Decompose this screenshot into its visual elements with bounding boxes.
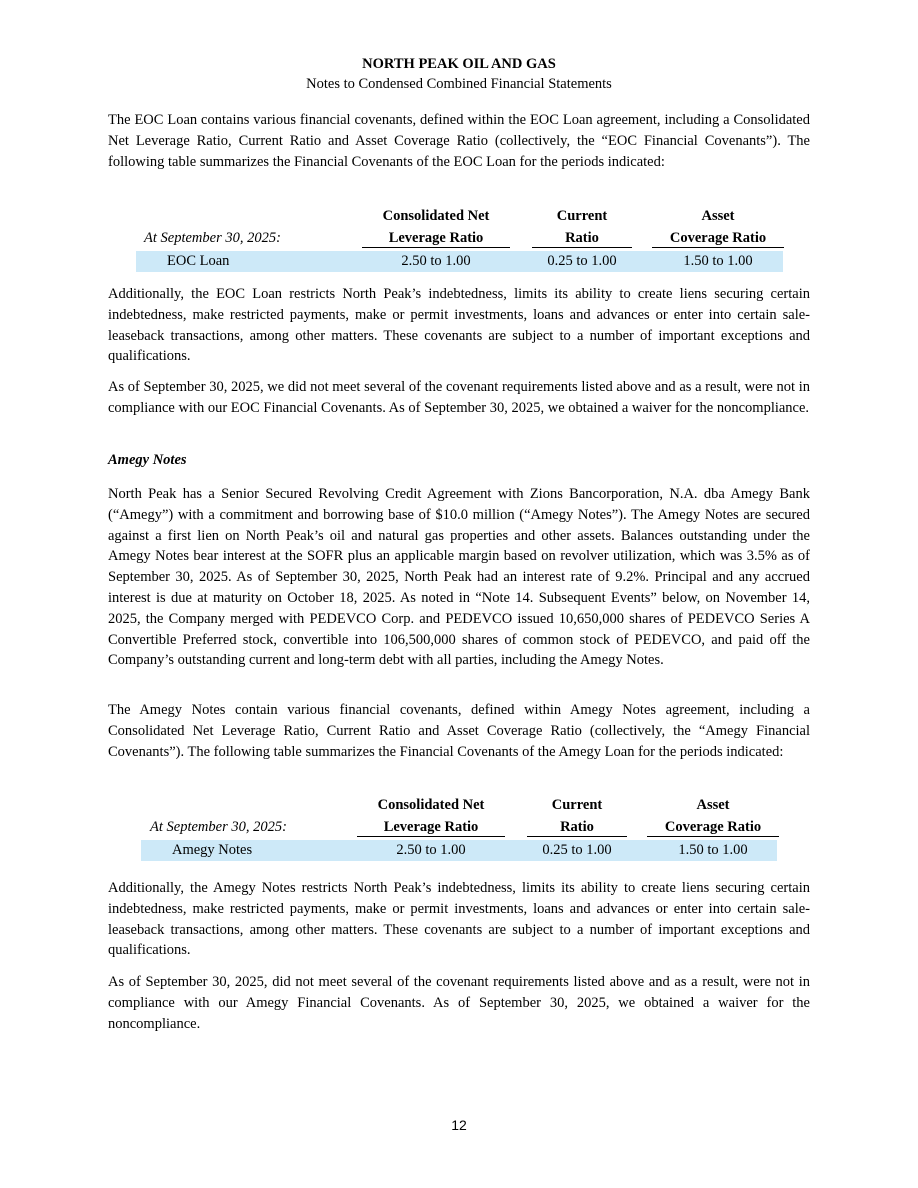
eoc-covenant-table bbox=[0, 208, 918, 274]
amegy-compliance-paragraph: As of September 30, 2025, did not meet several of the covenant requirements listed above and as a result, were not in compliance with our Amegy Financial Covenants. As of September 30, 2025, we obtained a waiver for the noncompliance. bbox=[108, 974, 810, 1032]
eoc-covenants-paragraph: The EOC Loan contains various financial covenants, defined within the EOC Loan agreement, including a Consolidated Net Leverage Ratio, Current Ratio and Asset Coverage Ratio (collectively, the “EOC Financial Covenants”). The following table summarizes the Financial Covenants of the EOC Loan for the periods indicated: bbox=[108, 112, 810, 170]
row-label: EOC Loan bbox=[167, 253, 230, 269]
col-header-leverage-line2: Leverage Ratio bbox=[357, 819, 505, 837]
current-value: 0.25 to 1.00 bbox=[547, 253, 617, 269]
col-header-leverage-line1: Consolidated Net bbox=[382, 208, 490, 224]
col-header-current-line2: Ratio bbox=[532, 230, 632, 248]
col-header-coverage-line1: Asset bbox=[701, 208, 735, 224]
leverage-value: 2.50 to 1.00 bbox=[396, 842, 466, 858]
table-row bbox=[141, 840, 777, 861]
amegy-description-paragraph: North Peak has a Senior Secured Revolving Credit Agreement with Zions Bancorporation, N.A. dba Amegy Bank (“Amegy”) with a commitment and borrowing base of $10.0 million (“Amegy Notes”). The Amegy Notes are secured against a first lien on North Peak’s oil and natural gas properties and other assets. Balances outstanding under the Amegy Notes bear interest at the SOFR plus an applicable margin based on revolver utilization, which was 3.5% as of September 30, 2025. As of September 30, 2025, North Peak had an interest rate of 9.2%. Principal and any accrued interest is due at maturity on October 18, 2025. As noted in “Note 14. Subsequent Events” below, on November 14, 2025, the Company merged with PEDEVCO Corp. and PEDEVCO issued 10,650,000 shares of PEDEVCO Series A Convertible Preferred stock, convertible into 106,500,000 shares of common stock of PEDEVCO, and paid off the Company’s outstanding current and long-term debt with all parties, including the Amegy Notes. bbox=[108, 486, 810, 669]
col-header-coverage-line2: Coverage Ratio bbox=[652, 230, 784, 248]
col-header-current-line1: Current bbox=[556, 208, 608, 224]
amegy-notes-heading: Amegy Notes bbox=[108, 452, 187, 468]
period-label: At September 30, 2025: bbox=[144, 230, 281, 246]
col-header-current-line1: Current bbox=[551, 797, 603, 813]
eoc-compliance-paragraph: As of September 30, 2025, we did not meet several of the covenant requirements listed above and as a result, were not in compliance with our EOC Financial Covenants. As of September 30, 2025, we obtained a waiver for the noncompliance. bbox=[108, 379, 810, 416]
amegy-restrictions-paragraph: Additionally, the Amegy Notes restricts North Peak’s indebtedness, limits its ability to create liens securing certain indebtedness, make restricted payments, make or permit investments, loans and advances or enter into certain sale-leaseback transactions, among other matters. These covenants are subject to a number of important exceptions and qualifications. bbox=[108, 880, 810, 959]
eoc-restrictions-paragraph: Additionally, the EOC Loan restricts North Peak’s indebtedness, limits its ability to create liens securing certain indebtedness, make restricted payments, make or permit investments, loans and advances or enter into certain sale-leaseback transactions, among other matters. These covenants are subject to a number of important exceptions and qualifications. bbox=[108, 286, 810, 365]
company-title: NORTH PEAK OIL AND GAS bbox=[362, 56, 556, 72]
coverage-value: 1.50 to 1.00 bbox=[678, 842, 748, 858]
amegy-covenant-table bbox=[0, 797, 918, 863]
statement-subtitle: Notes to Condensed Combined Financial Statements bbox=[306, 76, 612, 92]
coverage-value: 1.50 to 1.00 bbox=[683, 253, 753, 269]
period-label: At September 30, 2025: bbox=[150, 819, 287, 835]
amegy-covenants-paragraph: The Amegy Notes contain various financial covenants, defined within Amegy Notes agreement, including a Consolidated Net Leverage Ratio, Current Ratio and Asset Coverage Ratio (collectively, the “Amegy Financial Covenants”). The following table summarizes the Financial Covenants of the Amegy Loan for the periods indicated: bbox=[108, 702, 810, 760]
col-header-current-line2: Ratio bbox=[527, 819, 627, 837]
page-number: 12 bbox=[451, 1117, 467, 1133]
table-row bbox=[136, 251, 783, 272]
current-value: 0.25 to 1.00 bbox=[542, 842, 612, 858]
col-header-coverage-line1: Asset bbox=[696, 797, 730, 813]
col-header-coverage-line2: Coverage Ratio bbox=[647, 819, 779, 837]
leverage-value: 2.50 to 1.00 bbox=[401, 253, 471, 269]
col-header-leverage-line2: Leverage Ratio bbox=[362, 230, 510, 248]
row-label: Amegy Notes bbox=[172, 842, 253, 858]
col-header-leverage-line1: Consolidated Net bbox=[377, 797, 485, 813]
